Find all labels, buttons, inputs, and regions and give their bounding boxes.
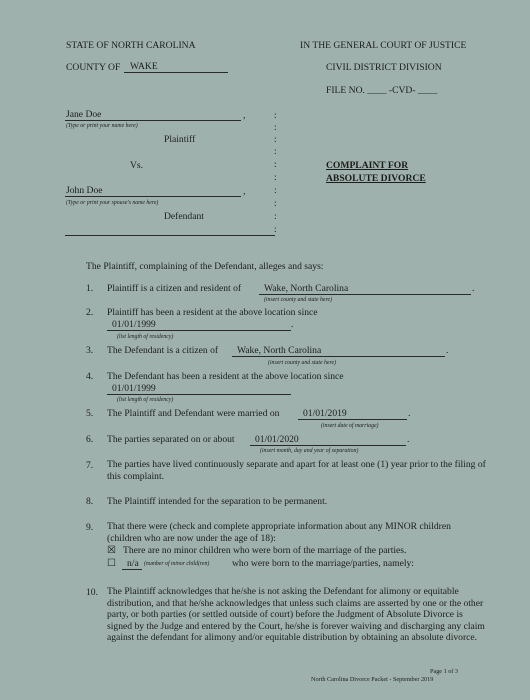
caption-colon: : (274, 224, 277, 235)
no-children-checkbox[interactable]: ☒ (107, 545, 116, 556)
item-number: 3. (86, 345, 94, 356)
item-2-hint: (list length of residency) (117, 334, 174, 340)
item-6-period: . (407, 434, 410, 445)
item-10-text: The Plaintiff acknowledges that he/she is not asking the Defendant for alimony or equitable distribution, and that he/she acknowledges that unless such claims are asserted by one or the other party, or both parties (or settled outside of court) before the Judgment of Absolute Divorce is signed by the Judge and entered by the Court, he/she is forever waiving and discharging any claim against the defendant for alimony and/or equitable distribution by obtaining an absolute divorce. (107, 586, 485, 644)
plaintiff-label: Plaintiff (164, 134, 196, 145)
caption-colon: : (274, 134, 277, 145)
defendant-label: Defendant (164, 211, 204, 222)
caption-colon: : (274, 110, 277, 121)
versus-label: Vs. (130, 160, 144, 171)
state-heading: STATE OF NORTH CAROLINA (66, 40, 196, 51)
item-4-hint: (list length of residency) (117, 397, 174, 403)
item-number: 6. (86, 434, 94, 445)
file-number[interactable]: FILE NO. ____ -CVD- ____ (326, 85, 438, 96)
caption-colon: : (274, 122, 277, 133)
caption-colon: : (274, 211, 277, 222)
item-3-underline (232, 356, 445, 357)
caption-bottom-line (65, 235, 275, 236)
division-heading: CIVIL DISTRICT DIVISION (326, 62, 442, 73)
document-title-line2: ABSOLUTE DIVORCE (326, 173, 426, 184)
item-5-text: The Plaintiff and Defendant were married on (107, 408, 280, 419)
item-3-value[interactable]: Wake, North Carolina (237, 345, 322, 356)
item-8-text: The Plaintiff intended for the separation to be permanent. (107, 496, 328, 507)
item-2-text: Plaintiff has been a resident at the above location since (107, 307, 318, 318)
children-count-value[interactable]: n/a (127, 558, 139, 569)
defendant-hint: (Type or print your spouse's name here) (66, 200, 159, 206)
item-5-value[interactable]: 01/01/2019 (303, 408, 347, 419)
children-names-label: who were born to the marriage/parties, namely: (232, 558, 414, 569)
item-3-hint: (insert county and state here) (268, 360, 337, 366)
item-1-value[interactable]: Wake, North Carolina (264, 283, 349, 294)
item-number: 4. (86, 371, 94, 382)
intro-text: The Plaintiff, complaining of the Defendant, alleges and says: (86, 261, 324, 272)
item-1-text: Plaintiff is a citizen and resident of (107, 283, 242, 294)
no-children-label: There are no minor children who were born of the marriage of the parties. (123, 545, 407, 556)
item-9-text: That there were (check and complete appropriate information about any MINOR children (children who are now under the age of 18): (107, 521, 451, 544)
item-6-value[interactable]: 01/01/2020 (255, 434, 299, 445)
item-6-text: The parties separated on or about (107, 434, 235, 445)
children-count-underline (122, 569, 142, 570)
item-2-underline (107, 330, 291, 331)
item-4-underline (107, 394, 291, 395)
county-value[interactable]: WAKE (130, 61, 158, 72)
item-3-text: The Defendant is a citizen of (107, 345, 219, 356)
item-number: 10. (86, 587, 98, 598)
caption-colon: : (274, 159, 277, 170)
item-4-value[interactable]: 01/01/1999 (112, 383, 156, 394)
item-2-value[interactable]: 01/01/1999 (112, 319, 156, 330)
packet-footer: North Carolina Divorce Packet - September 2019 (311, 676, 434, 683)
document-title-line1: COMPLAINT FOR (326, 160, 409, 171)
item-7-text: The parties have lived continuously separate and apart for at least one (1) year prior to the filing of this complaint. (107, 459, 486, 482)
item-6-underline (250, 445, 406, 446)
item-number: 9. (86, 522, 94, 533)
court-heading: IN THE GENERAL COURT OF JUSTICE (300, 40, 467, 51)
item-5-hint: (insert date of marriage) (321, 423, 379, 429)
caption-colon: : (274, 146, 277, 157)
plaintiff-underline (65, 120, 241, 121)
caption-colon: : (274, 198, 277, 209)
defendant-name[interactable]: John Doe (66, 185, 103, 196)
caption-colon: : (274, 185, 277, 196)
item-number: 7. (86, 460, 94, 471)
county-label: COUNTY OF (66, 62, 121, 73)
county-underline (124, 72, 228, 73)
item-1-underline (259, 294, 471, 295)
caption-colon: : (274, 172, 277, 183)
item-number: 2. (86, 307, 94, 318)
item-number: 1. (86, 283, 94, 294)
children-count-hint: (number of minor child(ren) (144, 561, 210, 567)
plaintiff-name[interactable]: Jane Doe (66, 109, 102, 120)
page-number: Page 1 of 3 (430, 668, 459, 675)
defendant-comma: , (243, 186, 246, 197)
item-number: 8. (86, 496, 94, 507)
item-5-underline (298, 419, 407, 420)
item-3-period: . (446, 345, 449, 356)
item-4-text: The Defendant has been a resident at the above location since (107, 371, 344, 382)
plaintiff-hint: (Type or print your name here) (66, 123, 138, 129)
item-5-period: . (408, 408, 411, 419)
item-6-hint: (insert month, day and year of separation) (260, 448, 359, 454)
item-2-period: . (291, 319, 294, 330)
children-checkbox[interactable]: ☐ (107, 558, 116, 569)
plaintiff-comma: , (243, 110, 246, 121)
defendant-underline (65, 196, 241, 197)
item-1-hint: (insert county and state here) (264, 297, 333, 303)
item-1-period: . (472, 283, 475, 294)
item-number: 5. (86, 408, 94, 419)
